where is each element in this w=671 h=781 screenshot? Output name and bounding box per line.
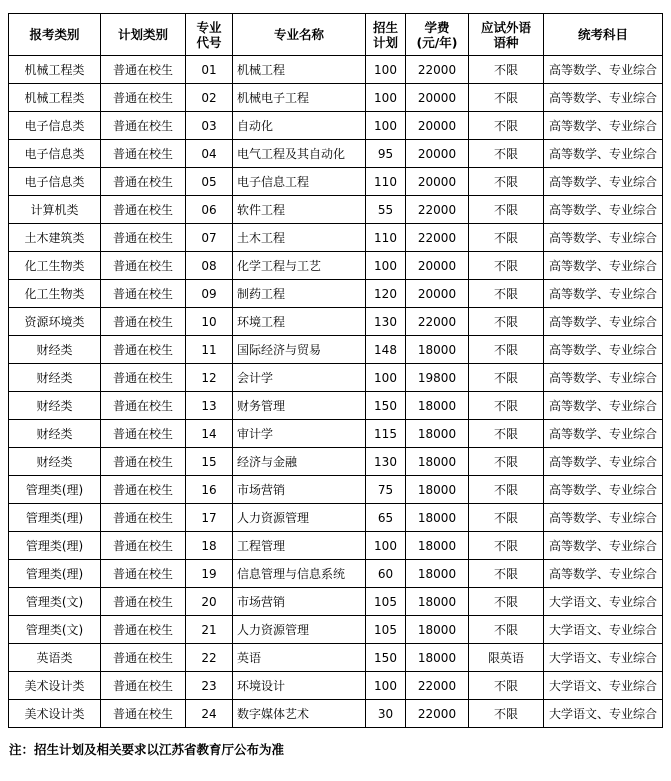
cell-plan-type: 普通在校生 xyxy=(101,532,186,560)
cell-tuition: 18000 xyxy=(406,392,469,420)
cell-language: 不限 xyxy=(469,560,544,588)
cell-language: 不限 xyxy=(469,476,544,504)
cell-language: 不限 xyxy=(469,140,544,168)
table-row xyxy=(9,672,663,700)
cell-subjects: 高等数学、专业综合 xyxy=(544,560,663,588)
cell-code: 01 xyxy=(186,56,233,84)
cell-major: 机械电子工程 xyxy=(233,84,366,112)
cell-major: 市场营销 xyxy=(233,476,366,504)
cell-plan-type: 普通在校生 xyxy=(101,616,186,644)
cell-quota: 100 xyxy=(366,252,406,280)
cell-tuition: 18000 xyxy=(406,560,469,588)
cell-code: 07 xyxy=(186,224,233,252)
cell-plan-type: 普通在校生 xyxy=(101,448,186,476)
cell-subjects: 高等数学、专业综合 xyxy=(544,420,663,448)
cell-major: 软件工程 xyxy=(233,196,366,224)
cell-category: 电子信息类 xyxy=(9,168,101,196)
cell-plan-type: 普通在校生 xyxy=(101,196,186,224)
cell-major: 环境工程 xyxy=(233,308,366,336)
cell-quota: 100 xyxy=(366,672,406,700)
cell-major: 经济与金融 xyxy=(233,448,366,476)
cell-subjects: 高等数学、专业综合 xyxy=(544,476,663,504)
cell-language: 不限 xyxy=(469,448,544,476)
header-quota-line-1: 招生 xyxy=(372,19,398,35)
cell-plan-type: 普通在校生 xyxy=(101,672,186,700)
cell-subjects: 高等数学、专业综合 xyxy=(544,196,663,224)
cell-plan-type: 普通在校生 xyxy=(101,84,186,112)
header-tuition xyxy=(406,14,469,56)
cell-category: 财经类 xyxy=(9,336,101,364)
cell-major: 自动化 xyxy=(233,112,366,140)
cell-plan-type: 普通在校生 xyxy=(101,224,186,252)
header-tuition-line-2: (元/年) xyxy=(416,34,458,50)
cell-language: 不限 xyxy=(469,252,544,280)
cell-code: 17 xyxy=(186,504,233,532)
table-row xyxy=(9,168,663,196)
cell-quota: 60 xyxy=(366,560,406,588)
cell-language: 不限 xyxy=(469,420,544,448)
cell-quota: 105 xyxy=(366,588,406,616)
cell-quota: 110 xyxy=(366,224,406,252)
cell-code: 21 xyxy=(186,616,233,644)
cell-quota: 100 xyxy=(366,112,406,140)
cell-language: 不限 xyxy=(469,532,544,560)
cell-subjects: 大学语文、专业综合 xyxy=(544,616,663,644)
cell-quota: 148 xyxy=(366,336,406,364)
cell-code: 24 xyxy=(186,700,233,728)
cell-quota: 65 xyxy=(366,504,406,532)
cell-plan-type: 普通在校生 xyxy=(101,588,186,616)
cell-major: 机械工程 xyxy=(233,56,366,84)
table-row xyxy=(9,700,663,728)
cell-major: 会计学 xyxy=(233,364,366,392)
table-row xyxy=(9,476,663,504)
cell-code: 05 xyxy=(186,168,233,196)
cell-category: 管理类(理) xyxy=(9,560,101,588)
cell-category: 管理类(理) xyxy=(9,476,101,504)
cell-subjects: 高等数学、专业综合 xyxy=(544,392,663,420)
table-row xyxy=(9,84,663,112)
header-language-line-2: 语种 xyxy=(493,34,519,50)
cell-quota: 75 xyxy=(366,476,406,504)
cell-subjects: 高等数学、专业综合 xyxy=(544,532,663,560)
table-row xyxy=(9,504,663,532)
cell-plan-type: 普通在校生 xyxy=(101,112,186,140)
table-row xyxy=(9,112,663,140)
cell-code: 02 xyxy=(186,84,233,112)
cell-subjects: 大学语文、专业综合 xyxy=(544,644,663,672)
cell-quota: 150 xyxy=(366,644,406,672)
cell-tuition: 20000 xyxy=(406,280,469,308)
cell-tuition: 22000 xyxy=(406,308,469,336)
cell-code: 13 xyxy=(186,392,233,420)
cell-tuition: 19800 xyxy=(406,364,469,392)
cell-language: 不限 xyxy=(469,336,544,364)
cell-language: 不限 xyxy=(469,168,544,196)
header-tuition-line-1: 学费 xyxy=(424,19,450,35)
table-row xyxy=(9,532,663,560)
header-language-line-1: 应试外语 xyxy=(480,19,531,35)
cell-major: 环境设计 xyxy=(233,672,366,700)
cell-plan-type: 普通在校生 xyxy=(101,140,186,168)
cell-category: 电子信息类 xyxy=(9,112,101,140)
cell-plan-type: 普通在校生 xyxy=(101,476,186,504)
cell-code: 12 xyxy=(186,364,233,392)
cell-quota: 100 xyxy=(366,364,406,392)
cell-category: 管理类(文) xyxy=(9,616,101,644)
cell-language: 限英语 xyxy=(469,644,544,672)
table-row xyxy=(9,336,663,364)
header-category: 报考类别 xyxy=(9,14,101,56)
cell-major: 市场营销 xyxy=(233,588,366,616)
header-code-line-2: 代号 xyxy=(196,34,222,50)
cell-code: 20 xyxy=(186,588,233,616)
header-major: 专业名称 xyxy=(233,14,366,56)
cell-subjects: 大学语文、专业综合 xyxy=(544,672,663,700)
cell-code: 10 xyxy=(186,308,233,336)
cell-plan-type: 普通在校生 xyxy=(101,308,186,336)
cell-tuition: 20000 xyxy=(406,140,469,168)
cell-major: 电气工程及其自动化 xyxy=(233,140,366,168)
cell-subjects: 高等数学、专业综合 xyxy=(544,56,663,84)
cell-code: 23 xyxy=(186,672,233,700)
cell-quota: 105 xyxy=(366,616,406,644)
cell-major: 财务管理 xyxy=(233,392,366,420)
cell-language: 不限 xyxy=(469,56,544,84)
table-row xyxy=(9,364,663,392)
cell-tuition: 18000 xyxy=(406,448,469,476)
cell-major: 土木工程 xyxy=(233,224,366,252)
cell-code: 11 xyxy=(186,336,233,364)
cell-quota: 130 xyxy=(366,448,406,476)
cell-category: 财经类 xyxy=(9,364,101,392)
cell-language: 不限 xyxy=(469,224,544,252)
header-quota-line-2: 计划 xyxy=(372,34,398,50)
cell-language: 不限 xyxy=(469,196,544,224)
cell-code: 09 xyxy=(186,280,233,308)
cell-quota: 110 xyxy=(366,168,406,196)
cell-major: 审计学 xyxy=(233,420,366,448)
cell-language: 不限 xyxy=(469,84,544,112)
cell-plan-type: 普通在校生 xyxy=(101,364,186,392)
cell-tuition: 20000 xyxy=(406,168,469,196)
table-row xyxy=(9,252,663,280)
cell-plan-type: 普通在校生 xyxy=(101,392,186,420)
table-row xyxy=(9,448,663,476)
table-row xyxy=(9,392,663,420)
cell-code: 16 xyxy=(186,476,233,504)
cell-tuition: 18000 xyxy=(406,616,469,644)
cell-language: 不限 xyxy=(469,280,544,308)
cell-major: 人力资源管理 xyxy=(233,504,366,532)
cell-plan-type: 普通在校生 xyxy=(101,336,186,364)
header-plan-type: 计划类别 xyxy=(101,14,186,56)
cell-plan-type: 普通在校生 xyxy=(101,56,186,84)
cell-plan-type: 普通在校生 xyxy=(101,644,186,672)
cell-category: 美术设计类 xyxy=(9,672,101,700)
table-row xyxy=(9,616,663,644)
cell-major: 数字媒体艺术 xyxy=(233,700,366,728)
cell-subjects: 高等数学、专业综合 xyxy=(544,168,663,196)
cell-quota: 120 xyxy=(366,280,406,308)
cell-language: 不限 xyxy=(469,616,544,644)
enrollment-plan-table xyxy=(8,13,663,728)
cell-code: 15 xyxy=(186,448,233,476)
cell-plan-type: 普通在校生 xyxy=(101,700,186,728)
cell-plan-type: 普通在校生 xyxy=(101,504,186,532)
cell-tuition: 22000 xyxy=(406,196,469,224)
cell-major: 国际经济与贸易 xyxy=(233,336,366,364)
cell-tuition: 18000 xyxy=(406,532,469,560)
cell-category: 计算机类 xyxy=(9,196,101,224)
cell-major: 化学工程与工艺 xyxy=(233,252,366,280)
cell-subjects: 高等数学、专业综合 xyxy=(544,140,663,168)
cell-language: 不限 xyxy=(469,700,544,728)
cell-quota: 55 xyxy=(366,196,406,224)
cell-subjects: 高等数学、专业综合 xyxy=(544,448,663,476)
cell-major: 制药工程 xyxy=(233,280,366,308)
cell-major: 信息管理与信息系统 xyxy=(233,560,366,588)
cell-code: 04 xyxy=(186,140,233,168)
cell-plan-type: 普通在校生 xyxy=(101,420,186,448)
cell-language: 不限 xyxy=(469,588,544,616)
cell-subjects: 大学语文、专业综合 xyxy=(544,700,663,728)
cell-category: 管理类(文) xyxy=(9,588,101,616)
cell-subjects: 高等数学、专业综合 xyxy=(544,84,663,112)
cell-language: 不限 xyxy=(469,672,544,700)
cell-tuition: 22000 xyxy=(406,56,469,84)
cell-category: 管理类(理) xyxy=(9,532,101,560)
cell-category: 财经类 xyxy=(9,448,101,476)
cell-quota: 30 xyxy=(366,700,406,728)
cell-tuition: 22000 xyxy=(406,700,469,728)
cell-tuition: 18000 xyxy=(406,644,469,672)
cell-category: 财经类 xyxy=(9,420,101,448)
cell-language: 不限 xyxy=(469,112,544,140)
cell-plan-type: 普通在校生 xyxy=(101,252,186,280)
cell-category: 英语类 xyxy=(9,644,101,672)
cell-subjects: 高等数学、专业综合 xyxy=(544,224,663,252)
cell-code: 03 xyxy=(186,112,233,140)
cell-category: 土木建筑类 xyxy=(9,224,101,252)
cell-tuition: 18000 xyxy=(406,336,469,364)
cell-code: 19 xyxy=(186,560,233,588)
cell-tuition: 18000 xyxy=(406,588,469,616)
cell-subjects: 高等数学、专业综合 xyxy=(544,336,663,364)
cell-major: 电子信息工程 xyxy=(233,168,366,196)
table-body xyxy=(9,56,663,728)
table-row xyxy=(9,560,663,588)
table-row xyxy=(9,644,663,672)
cell-category: 财经类 xyxy=(9,392,101,420)
cell-category: 美术设计类 xyxy=(9,700,101,728)
table-row xyxy=(9,280,663,308)
cell-subjects: 高等数学、专业综合 xyxy=(544,252,663,280)
cell-quota: 100 xyxy=(366,56,406,84)
cell-subjects: 高等数学、专业综合 xyxy=(544,364,663,392)
cell-tuition: 18000 xyxy=(406,504,469,532)
cell-quota: 130 xyxy=(366,308,406,336)
cell-plan-type: 普通在校生 xyxy=(101,168,186,196)
table-row xyxy=(9,224,663,252)
cell-language: 不限 xyxy=(469,392,544,420)
cell-category: 机械工程类 xyxy=(9,84,101,112)
cell-subjects: 大学语文、专业综合 xyxy=(544,588,663,616)
cell-tuition: 22000 xyxy=(406,224,469,252)
cell-tuition: 18000 xyxy=(406,476,469,504)
cell-code: 22 xyxy=(186,644,233,672)
cell-category: 管理类(理) xyxy=(9,504,101,532)
table-row xyxy=(9,420,663,448)
cell-subjects: 高等数学、专业综合 xyxy=(544,280,663,308)
cell-category: 电子信息类 xyxy=(9,140,101,168)
cell-language: 不限 xyxy=(469,504,544,532)
cell-subjects: 高等数学、专业综合 xyxy=(544,112,663,140)
cell-major: 工程管理 xyxy=(233,532,366,560)
table-row xyxy=(9,588,663,616)
cell-subjects: 高等数学、专业综合 xyxy=(544,504,663,532)
cell-tuition: 20000 xyxy=(406,112,469,140)
cell-code: 08 xyxy=(186,252,233,280)
cell-tuition: 20000 xyxy=(406,252,469,280)
cell-quota: 100 xyxy=(366,84,406,112)
cell-tuition: 20000 xyxy=(406,84,469,112)
cell-category: 机械工程类 xyxy=(9,56,101,84)
cell-category: 化工生物类 xyxy=(9,252,101,280)
cell-category: 资源环境类 xyxy=(9,308,101,336)
table-header-row xyxy=(9,14,663,56)
header-code xyxy=(186,14,233,56)
cell-quota: 150 xyxy=(366,392,406,420)
cell-quota: 100 xyxy=(366,532,406,560)
cell-language: 不限 xyxy=(469,364,544,392)
cell-major: 英语 xyxy=(233,644,366,672)
table-row xyxy=(9,196,663,224)
cell-code: 14 xyxy=(186,420,233,448)
table-row xyxy=(9,140,663,168)
cell-major: 人力资源管理 xyxy=(233,616,366,644)
cell-quota: 95 xyxy=(366,140,406,168)
cell-language: 不限 xyxy=(469,308,544,336)
cell-quota: 115 xyxy=(366,420,406,448)
cell-code: 06 xyxy=(186,196,233,224)
table-row xyxy=(9,56,663,84)
cell-plan-type: 普通在校生 xyxy=(101,560,186,588)
cell-code: 18 xyxy=(186,532,233,560)
footnote: 注：招生计划及相关要求以江苏省教育厅公布为准 xyxy=(9,742,285,757)
cell-subjects: 高等数学、专业综合 xyxy=(544,308,663,336)
header-subjects: 统考科目 xyxy=(544,14,663,56)
header-quota xyxy=(366,14,406,56)
cell-tuition: 18000 xyxy=(406,420,469,448)
cell-category: 化工生物类 xyxy=(9,280,101,308)
table-row xyxy=(9,308,663,336)
header-code-line-1: 专业 xyxy=(196,19,222,35)
cell-tuition: 22000 xyxy=(406,672,469,700)
header-language xyxy=(469,14,544,56)
cell-plan-type: 普通在校生 xyxy=(101,280,186,308)
